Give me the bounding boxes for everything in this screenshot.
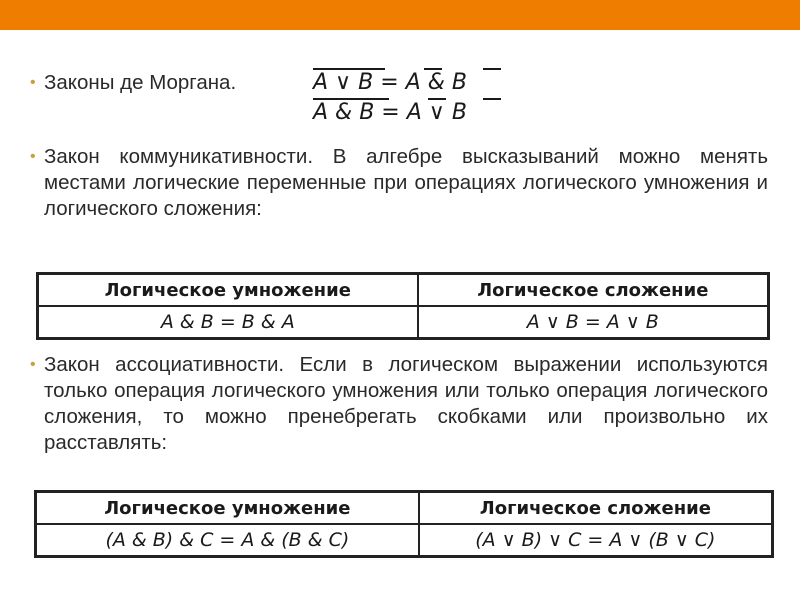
header-multiplication: Логическое умножение xyxy=(36,492,419,525)
header-multiplication: Логическое умножение xyxy=(38,274,418,307)
commutative-table xyxy=(36,272,770,340)
table-header-row xyxy=(38,274,769,307)
negation-bar xyxy=(313,68,385,70)
de-morgan-label: Законы де Моргана. xyxy=(44,71,237,94)
bullet-marker: • xyxy=(30,356,36,373)
bullet-commutative xyxy=(30,144,768,222)
cell-addition: (A ∨ B) ∨ C = A ∨ (B ∨ C) xyxy=(419,524,773,557)
header-addition: Логическое сложение xyxy=(418,274,769,307)
negation-bar xyxy=(483,68,501,70)
bullet-associative xyxy=(30,352,768,456)
associative-text: Закон ассоциативности. Если в логическом выражении используются только операция логического умножения или только операция логического сложения, то можно пренебрегать скобками или произвольно их расставлять: xyxy=(44,353,768,454)
bullet-marker: • xyxy=(30,74,36,91)
top-accent-bar xyxy=(0,0,800,30)
de-morgan-formula-1: A ∨ B = A & B xyxy=(313,70,467,96)
de-morgan-formula-2: A & B = A ∨ B xyxy=(313,100,467,126)
negation-bar xyxy=(424,68,442,70)
cell-multiplication: (A & B) & C = A & (B & C) xyxy=(36,524,419,557)
table-row xyxy=(38,306,769,339)
commutative-text: Закон коммуникативности. В алгебре высказываний можно менять местами логические переменные при операциях логического умножения и логического сложения: xyxy=(44,145,768,220)
associative-table xyxy=(34,490,774,558)
negation-bar xyxy=(313,98,389,100)
negation-bar xyxy=(483,98,501,100)
cell-multiplication: A & B = B & A xyxy=(38,306,418,339)
table-row xyxy=(36,524,773,557)
cell-addition: A ∨ B = A ∨ B xyxy=(418,306,769,339)
header-addition: Логическое сложение xyxy=(419,492,773,525)
table-header-row xyxy=(36,492,773,525)
bullet-marker: • xyxy=(30,148,36,165)
negation-bar xyxy=(428,98,446,100)
